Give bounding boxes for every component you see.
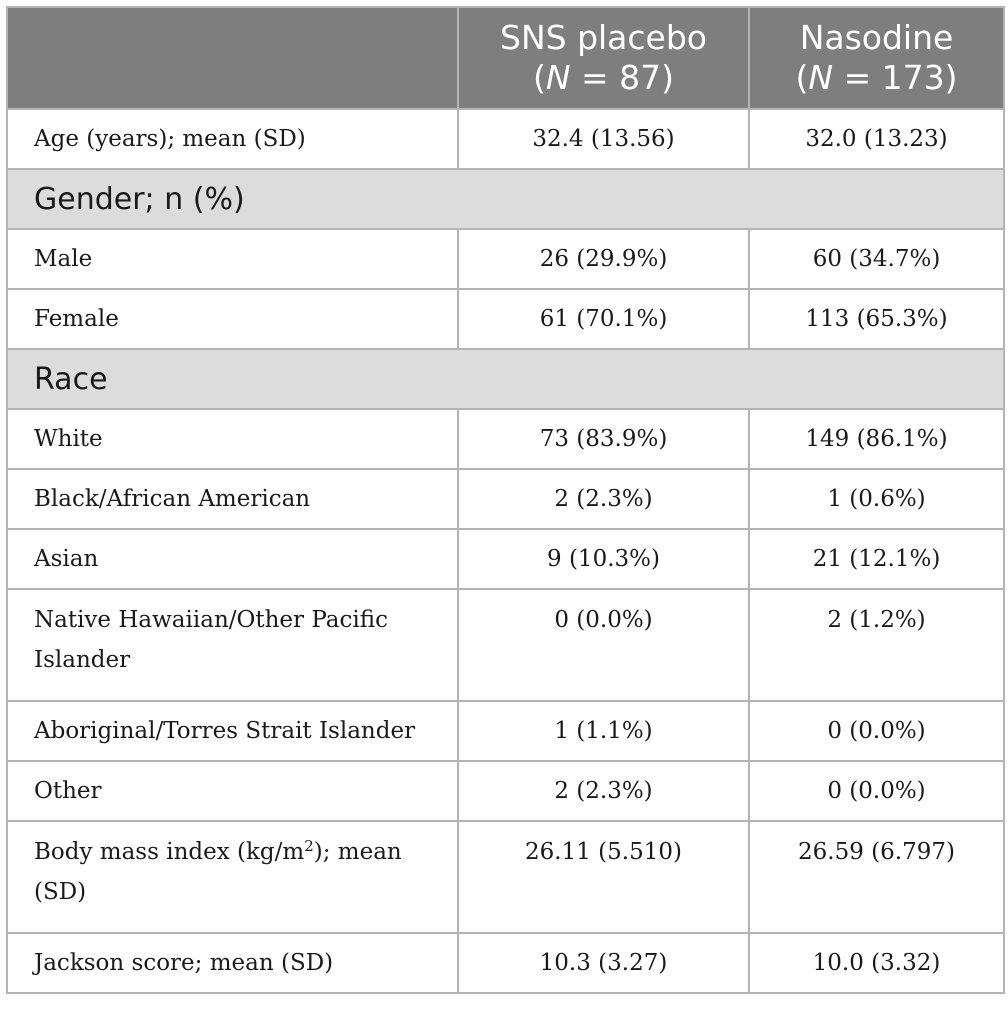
nasodine-value: 26.59 (6.797) bbox=[749, 821, 1004, 933]
table-row bbox=[7, 821, 1004, 933]
row-label: Black/African American bbox=[7, 469, 458, 529]
nasodine-value: 10.0 (3.32) bbox=[749, 933, 1004, 993]
placebo-value: 26.11 (5.510) bbox=[458, 821, 749, 933]
nasodine-value: 0 (0.0%) bbox=[749, 761, 1004, 821]
nasodine-value: 60 (34.7%) bbox=[749, 229, 1004, 289]
row-label: Native Hawaiian/Other Pacific Islander bbox=[7, 589, 458, 701]
demographics-table bbox=[6, 6, 1005, 994]
nasodine-value: 32.0 (13.23) bbox=[749, 109, 1004, 169]
table-row bbox=[7, 529, 1004, 589]
section-row-race bbox=[7, 349, 1004, 409]
table-row bbox=[7, 229, 1004, 289]
header-nasodine: Nasodine (N = 173) bbox=[749, 7, 1004, 109]
nasodine-value: 2 (1.2%) bbox=[749, 589, 1004, 701]
table-row bbox=[7, 289, 1004, 349]
bmi-label-post: ); mean (SD) bbox=[34, 839, 402, 905]
table-row bbox=[7, 761, 1004, 821]
row-label: White bbox=[7, 409, 458, 469]
table-row bbox=[7, 589, 1004, 701]
table-row bbox=[7, 701, 1004, 761]
nasodine-value: 1 (0.6%) bbox=[749, 469, 1004, 529]
placebo-n-value: = 87) bbox=[570, 58, 675, 97]
placebo-value: 2 (2.3%) bbox=[458, 469, 749, 529]
table-row bbox=[7, 469, 1004, 529]
placebo-value: 73 (83.9%) bbox=[458, 409, 749, 469]
header-row bbox=[7, 7, 1004, 109]
row-label: Asian bbox=[7, 529, 458, 589]
table-row bbox=[7, 409, 1004, 469]
bmi-label-pre: Body mass index (kg/m bbox=[34, 839, 305, 865]
placebo-value: 2 (2.3%) bbox=[458, 761, 749, 821]
header-empty-cell bbox=[7, 7, 458, 109]
placebo-n-label: N bbox=[545, 58, 571, 97]
row-label: Female bbox=[7, 289, 458, 349]
header-placebo: SNS placebo (N = 87) bbox=[458, 7, 749, 109]
nasodine-value: 21 (12.1%) bbox=[749, 529, 1004, 589]
row-label bbox=[7, 821, 458, 933]
section-row-gender bbox=[7, 169, 1004, 229]
nasodine-value: 0 (0.0%) bbox=[749, 701, 1004, 761]
nasodine-value: 149 (86.1%) bbox=[749, 409, 1004, 469]
placebo-value: 61 (70.1%) bbox=[458, 289, 749, 349]
nasodine-name: Nasodine bbox=[799, 18, 954, 57]
placebo-value: 1 (1.1%) bbox=[458, 701, 749, 761]
placebo-value: 0 (0.0%) bbox=[458, 589, 749, 701]
placebo-value: 26 (29.9%) bbox=[458, 229, 749, 289]
section-label: Race bbox=[7, 349, 1004, 409]
row-label: Age (years); mean (SD) bbox=[7, 109, 458, 169]
nasodine-value: 113 (65.3%) bbox=[749, 289, 1004, 349]
placebo-value: 9 (10.3%) bbox=[458, 529, 749, 589]
table-row bbox=[7, 933, 1004, 993]
nasodine-n-value: = 173) bbox=[833, 58, 958, 97]
nasodine-n-label: N bbox=[808, 58, 834, 97]
bmi-label-sup: 2 bbox=[304, 837, 314, 855]
row-label: Aboriginal/Torres Strait Islander bbox=[7, 701, 458, 761]
row-label: Male bbox=[7, 229, 458, 289]
row-label: Jackson score; mean (SD) bbox=[7, 933, 458, 993]
section-label: Gender; n (%) bbox=[7, 169, 1004, 229]
row-label: Other bbox=[7, 761, 458, 821]
table-row bbox=[7, 109, 1004, 169]
placebo-value: 10.3 (3.27) bbox=[458, 933, 749, 993]
placebo-name: SNS placebo bbox=[500, 18, 707, 57]
placebo-value: 32.4 (13.56) bbox=[458, 109, 749, 169]
